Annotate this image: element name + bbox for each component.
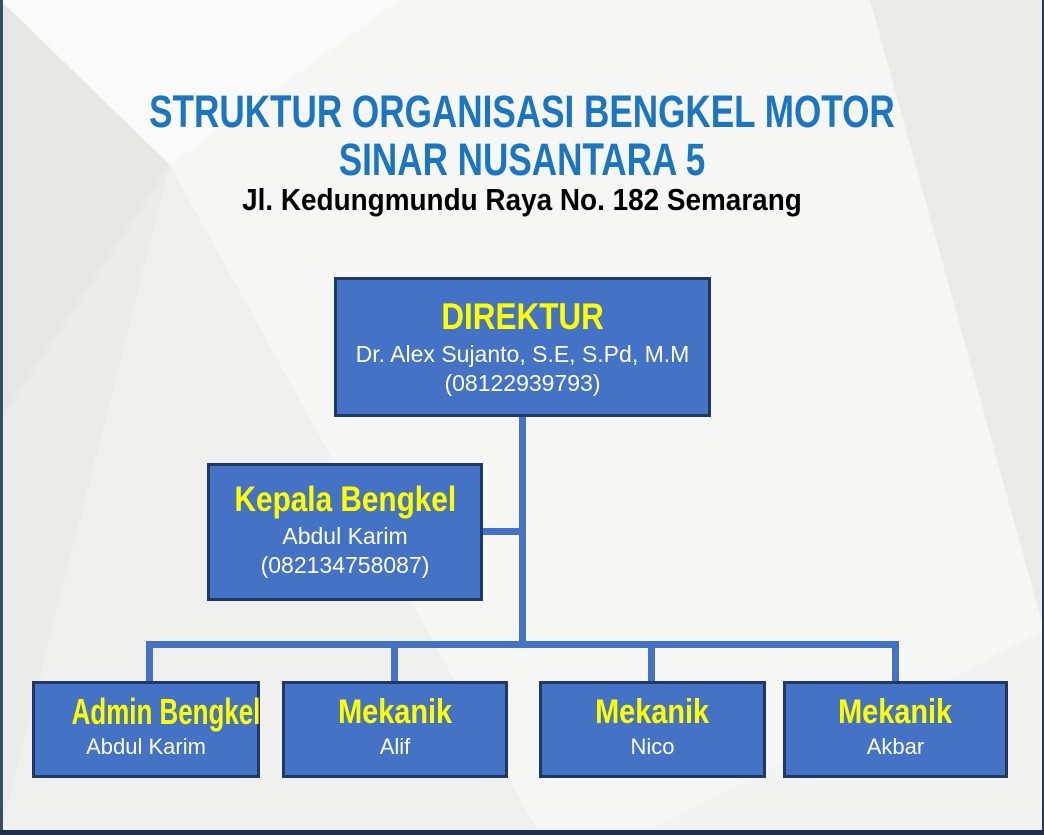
mekanik-2-role: Mekanik [595,693,710,731]
director-name: Dr. Alex Sujanto, S.E, S.Pd, M.M [355,341,690,367]
connector-manager-stub [480,528,522,535]
address-subtitle-text: Jl. Kedungmundu Raya No. 182 Semarang [242,182,802,217]
org-box-mekanik-1 [282,681,508,778]
connector-drop-mekanik3 [892,641,899,683]
connector-drop-mekanik1 [391,641,398,683]
mekanik-1-role: Mekanik [337,693,453,731]
org-box-manager [207,463,483,601]
admin-role: Admin Bengkel [71,691,261,732]
manager-name: Abdul Karim [282,523,408,549]
director-role: DIREKTUR [441,296,604,337]
mekanik-1-name: Alif [379,734,411,759]
connector-drop-mekanik2 [648,641,655,683]
connector-drop-admin [146,641,153,683]
page-title-line1-text: STRUKTUR ORGANISASI BENGKEL MOTOR [149,86,895,137]
mekanik-3-role: Mekanik [838,693,953,731]
page-title-line2 [0,136,1044,184]
org-box-mekanik-2 [539,681,766,778]
org-box-mekanik-3 [783,681,1008,778]
mekanik-2-name: Nico [630,734,675,759]
page-title-line2-text: SINAR NUSANTARA 5 [338,134,706,185]
manager-phone: (082134758087) [260,552,430,578]
admin-name: Abdul Karim [86,734,206,759]
slide-border-bottom [0,830,1044,835]
mekanik-3-name: Akbar [866,734,925,759]
manager-role: Kepala Bengkel [234,480,456,519]
address-subtitle [0,180,1044,220]
org-box-director [334,277,711,417]
page-title-line1 [0,88,1044,136]
connector-branch-horizontal [146,641,899,648]
org-box-admin [32,681,260,778]
director-phone: (08122939793) [444,370,601,396]
